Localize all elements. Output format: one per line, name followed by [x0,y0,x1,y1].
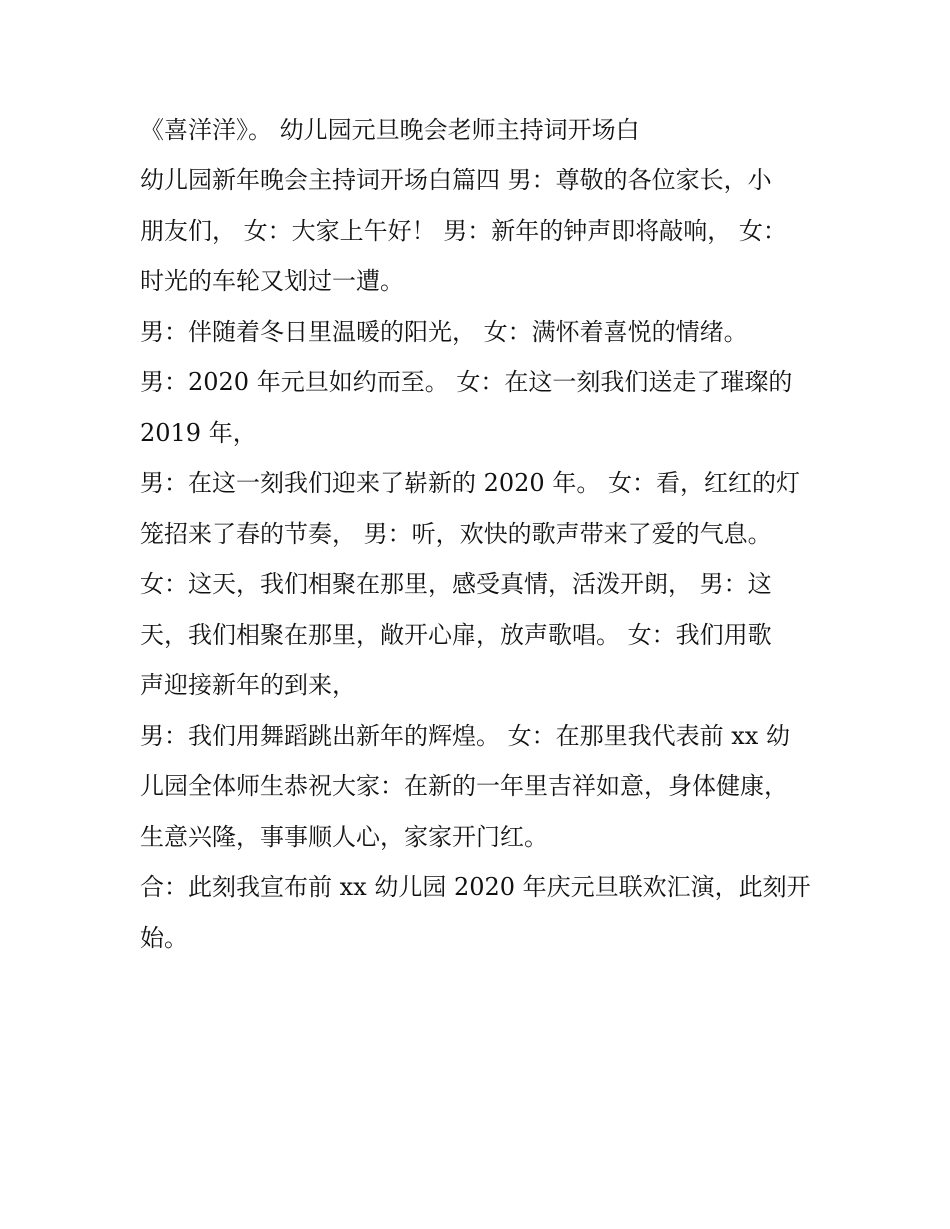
text-line: 男：我们用舞蹈跳出新年的辉煌。 女：在那里我代表前 xx 幼 [140,722,790,750]
text-line: 儿园全体师生恭祝大家：在新的一年里吉祥如意，身体健康， [140,772,788,800]
text-line: 2019 年， [140,419,257,447]
text-line: 女：这天，我们相聚在那里，感受真情，活泼开朗， 男：这 [140,570,772,598]
text-line: 男：伴随着冬日里温暖的阳光， 女：满怀着喜悦的情绪。 [140,318,748,346]
text-line: 《喜洋洋》。 幼儿园元旦晚会老师主持词开场白 [140,116,640,144]
text-line: 幼儿园新年晚会主持词开场白篇四 男：尊敬的各位家长，小 [140,166,772,194]
text-line: 笼招来了春的节奏， 男：听，欢快的歌声带来了爱的气息。 [140,520,772,548]
text-line: 男：2020 年元旦如约而至。 女：在这一刻我们送走了璀璨的 [140,368,793,396]
text-line: 始。 [140,924,188,952]
text-line: 朋友们， 女：大家上午好！ 男：新年的钟声即将敲响， 女： [140,217,787,245]
text-line: 时光的车轮又划过一遭。 [140,267,404,295]
text-line: 声迎接新年的到来， [140,671,356,699]
text-line: 男：在这一刻我们迎来了崭新的 2020 年。 女：看，红红的灯 [140,469,800,497]
text-line: 生意兴隆，事事顺人心，家家开门红。 [140,823,548,851]
text-line: 天，我们相聚在那里，敞开心扉，放声歌唱。 女：我们用歌 [140,621,772,649]
text-line: 合：此刻我宣布前 xx 幼儿园 2020 年庆元旦联欢汇演，此刻开 [140,873,811,901]
